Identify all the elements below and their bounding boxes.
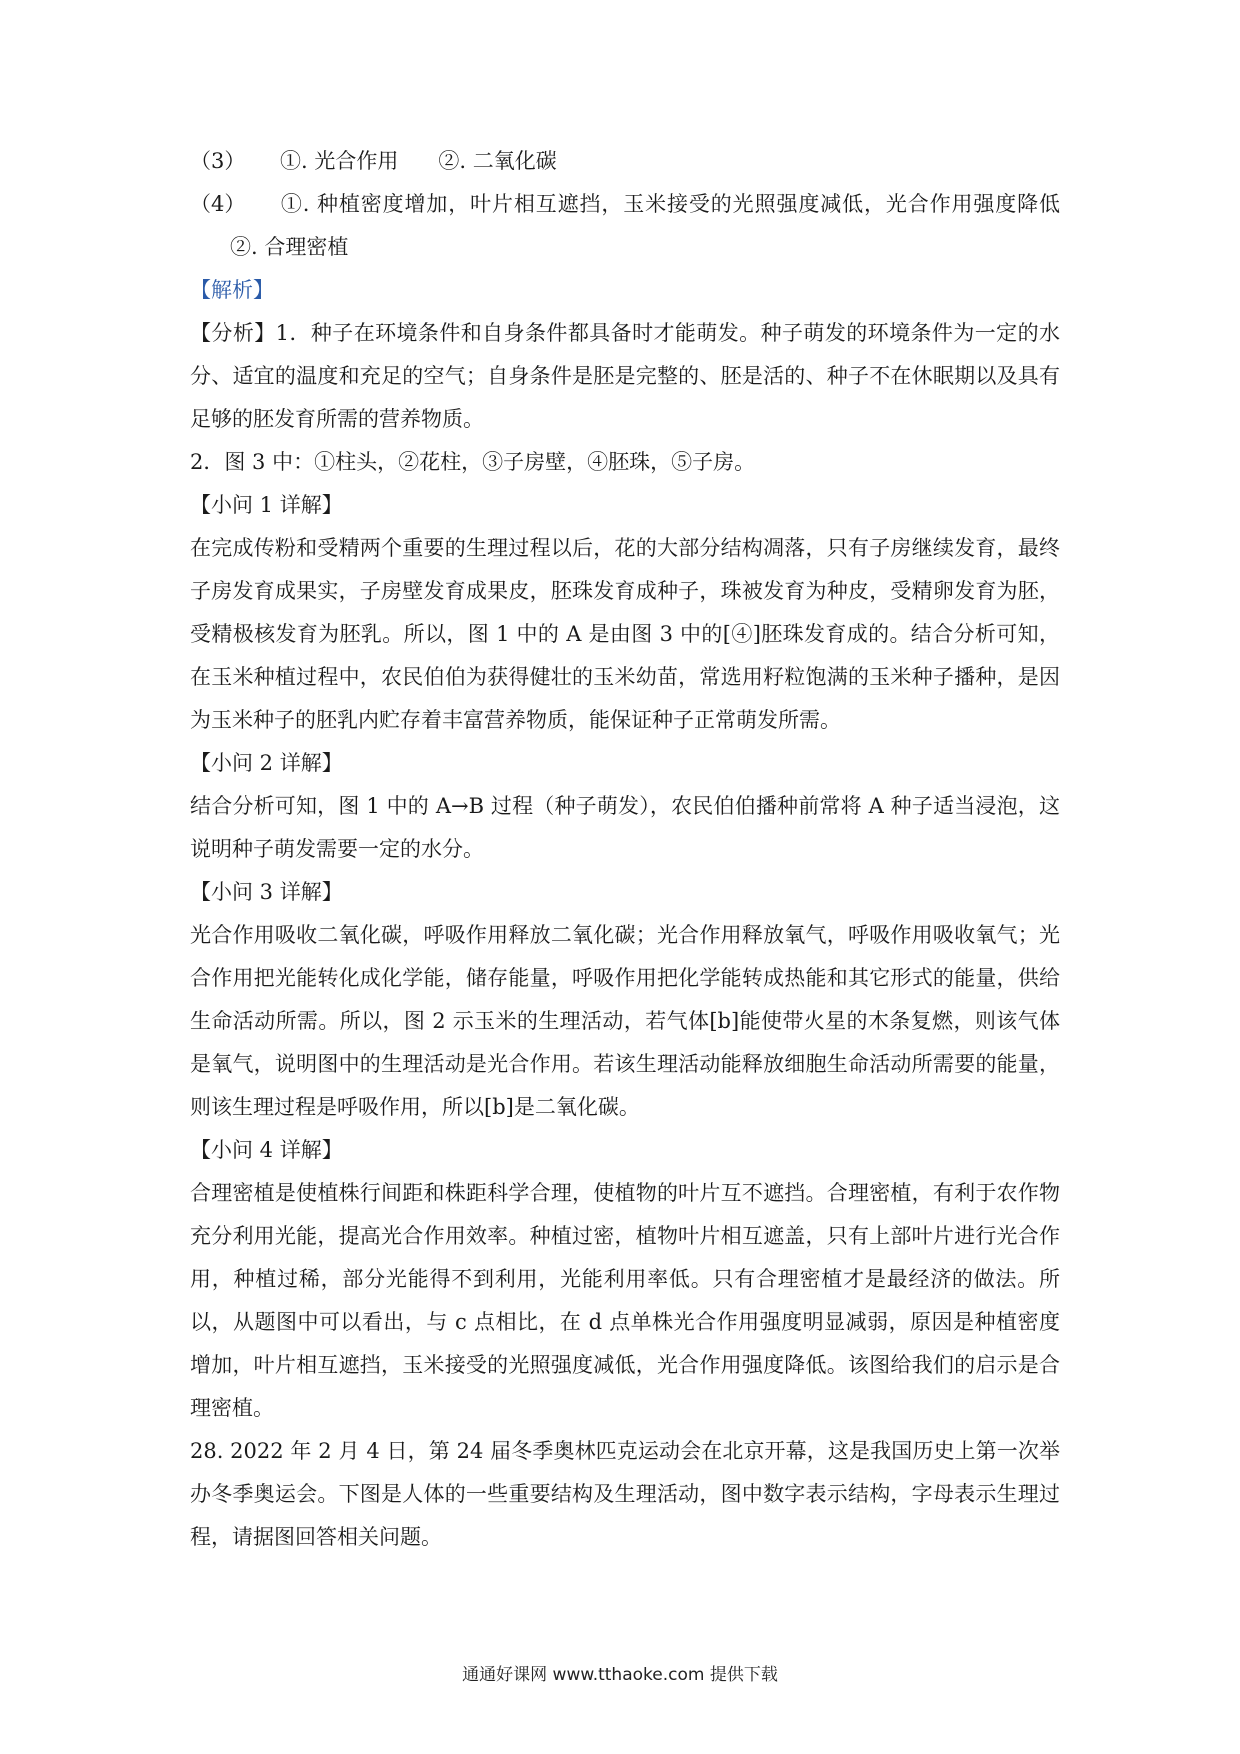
jiexi-label: 【解析】 — [190, 278, 274, 302]
document-page — [190, 140, 1060, 1559]
answer-3-label: （3） — [190, 149, 246, 173]
analysis-paragraph-2: 2．图 3 中：①柱头，②花柱，③子房壁，④胚珠，⑤子房。 — [190, 450, 756, 474]
analysis-paragraph-1: 【分析】1．种子在环境条件和自身条件都具备时才能萌发。种子萌发的环境条件为一定的水分、适宜的温度和充足的空气；自身条件是胚是完整的、胚是活的、种子不在休眠期以及具有足够的胚发育所需的营养物质。 — [190, 321, 1060, 431]
q2-heading: 【小问 2 详解】 — [190, 751, 343, 775]
q1-heading: 【小问 1 详解】 — [190, 493, 343, 517]
answer-3-part2: ②. 二氧化碳 — [438, 149, 557, 173]
answer-3-part1: ①. 光合作用 — [280, 149, 399, 173]
q4-heading: 【小问 4 详解】 — [190, 1138, 343, 1162]
q3-explanation: 光合作用吸收二氧化碳，呼吸作用释放二氧化碳；光合作用释放氧气，呼吸作用吸收氧气；光合作用把光能转化成化学能，储存能量，呼吸作用把化学能转成热能和其它形式的能量，供给生命活动所需。所以，图 2 示玉米的生理活动，若气体[b]能使带火星的木条复燃，则该气体是氧气，说明图中的生理活动是光合作用。若该生理活动能释放细胞生命活动所需要的能量，则该生理过程是呼吸作用，所以[b]是二氧化碳。 — [190, 923, 1060, 1119]
answer-4 — [190, 183, 1060, 269]
answer-3 — [190, 140, 1060, 183]
q2-explanation: 结合分析可知，图 1 中的 A→B 过程（种子萌发），农民伯伯播种前常将 A 种子适当浸泡，这说明种子萌发需要一定的水分。 — [190, 794, 1060, 861]
question-28-stem: 28. 2022 年 2 月 4 日，第 24 届冬季奥林匹克运动会在北京开幕，这是我国历史上第一次举办冬季奥运会。下图是人体的一些重要结构及生理活动，图中数字表示结构，字母表示生理过程，请据图回答相关问题。 — [190, 1439, 1060, 1549]
q1-explanation: 在完成传粉和受精两个重要的生理过程以后，花的大部分结构凋落，只有子房继续发育，最终子房发育成果实，子房壁发育成果皮，胚珠发育成种子，珠被发育为种皮，受精卵发育为胚，受精极核发育为胚乳。所以，图 1 中的 A 是由图 3 中的[④]胚珠发育成的。结合分析可知，在玉米种植过程中，农民伯伯为获得健壮的玉米幼苗，常选用籽粒饱满的玉米种子播种，是因为玉米种子的胚乳内贮存着丰富营养物质，能保证种子正常萌发所需。 — [190, 536, 1060, 732]
q4-explanation: 合理密植是使植株行间距和株距科学合理，使植物的叶片互不遮挡。合理密植，有利于农作物充分利用光能，提高光合作用效率。种植过密，植物叶片相互遮盖，只有上部叶片进行光合作用，种植过稀，部分光能得不到利用，光能利用率低。只有合理密植才是最经济的做法。所以，从题图中可以看出，与 c 点相比，在 d 点单株光合作用强度明显减弱，原因是种植密度增加，叶片相互遮挡，玉米接受的光照强度减低，光合作用强度降低。该图给我们的启示是合理密植。 — [190, 1181, 1060, 1420]
answer-4-part2: ②. 合理密植 — [230, 235, 349, 259]
q3-heading: 【小问 3 详解】 — [190, 880, 343, 904]
answer-4-label: （4） — [190, 192, 246, 216]
answer-4-part1: ①. 种植密度增加，叶片相互遮挡，玉米接受的光照强度减低，光合作用强度降低 — [280, 192, 1060, 216]
page-footer: 通通好课网 www.tthaoke.com 提供下载 — [462, 1665, 778, 1685]
